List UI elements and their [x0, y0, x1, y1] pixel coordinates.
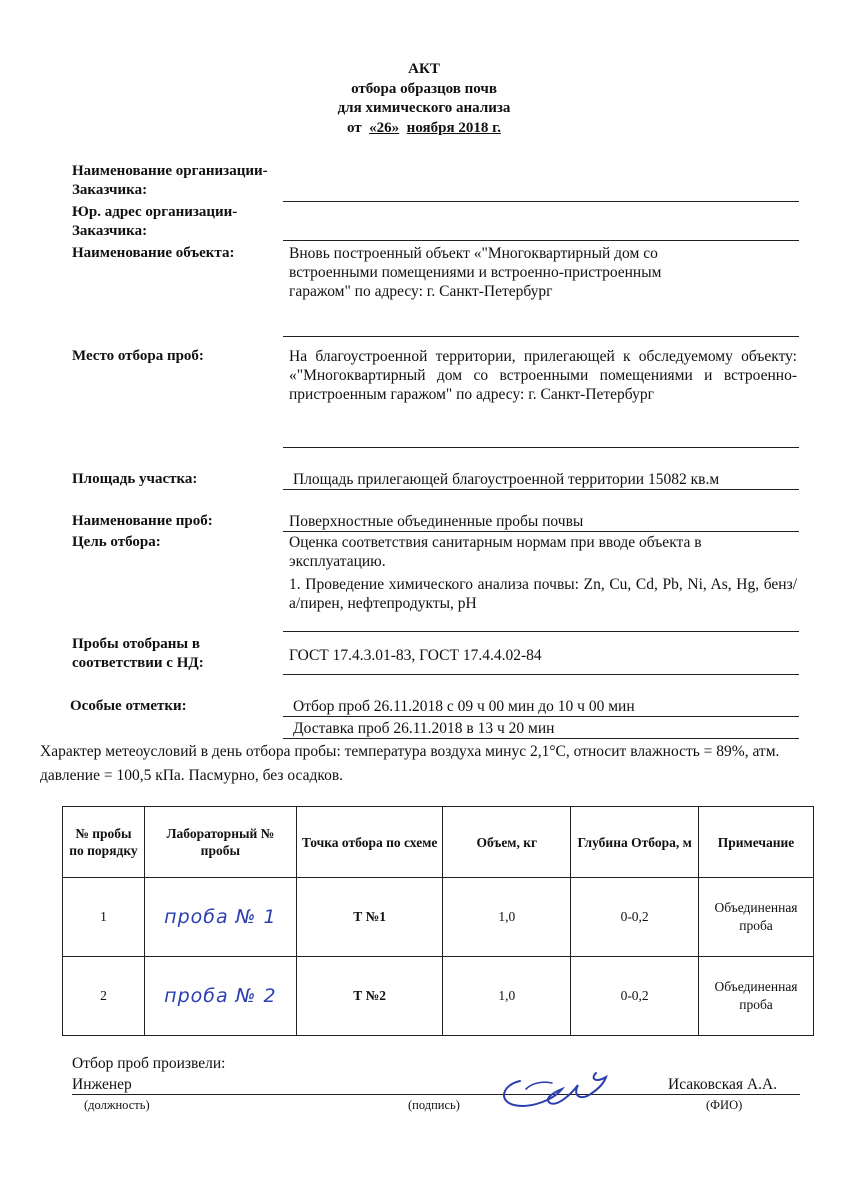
notes-label: Особые отметки:	[70, 698, 187, 714]
doc-date	[0, 119, 848, 137]
notes-line-2	[283, 738, 799, 739]
notes-line-1	[283, 716, 799, 717]
doc-subtitle-2: для химического анализа	[337, 100, 511, 116]
customer-address-line	[283, 240, 799, 241]
sample-note: Объединенная проба	[699, 957, 814, 1036]
sample-name-label: Наименование проб:	[72, 513, 213, 529]
sample-depth: 0-0,2	[571, 957, 699, 1036]
sampling-place-line	[283, 447, 799, 448]
doc-title: АКТ	[408, 61, 440, 77]
samples-table	[62, 806, 814, 1036]
caption-position: (должность)	[84, 1098, 150, 1112]
date-rest: ноября 2018 г.	[406, 120, 501, 136]
weather-text: Характер метеоусловий в день отбора пробы: температура воздуха минус 2,1°С, относит влажность = 89%, атм. давление = 100,5 кПа. Пасмурно, без осадков.	[40, 743, 780, 784]
sample-depth: 0-0,2	[571, 878, 699, 957]
norm-value: ГОСТ 17.4.3.01-83, ГОСТ 17.4.4.02-84	[289, 647, 542, 664]
purpose-value-2: 1. Проведение химического анализа почвы: Zn, Cu, Cd, Pb, Ni, As, Hg, бенз/а/пирен, нефтепродукты, pH	[289, 576, 797, 612]
notes-value-2: Доставка проб 26.11.2018 в 13 ч 20 мин	[293, 720, 555, 737]
date-prefix: от	[347, 120, 362, 136]
purpose-label: Цель отбора:	[72, 534, 161, 550]
header-cell: Лабораторный № пробы	[144, 807, 296, 878]
sample-number: 2	[63, 957, 145, 1036]
area-label: Площадь участка:	[72, 471, 198, 487]
lab-sample-number: проба № 2	[144, 957, 296, 1036]
header-cell: № пробы по порядку	[63, 807, 145, 878]
caption-signature: (подпись)	[408, 1098, 460, 1112]
table-row	[63, 878, 814, 957]
purpose-line	[283, 631, 799, 632]
object-name-line	[283, 336, 799, 337]
area-value: Площадь прилегающей благоустроенной территории 15082 кв.м	[293, 471, 720, 488]
norm-line	[283, 674, 799, 675]
sample-volume: 1,0	[443, 878, 571, 957]
area-line	[283, 489, 799, 490]
notes-value-1: Отбор проб 26.11.2018 с 09 ч 00 мин до 10 ч 00 мин	[293, 698, 635, 715]
purpose-value-1: Оценка соответствия санитарным нормам при вводе объекта в эксплуатацию.	[289, 534, 702, 570]
customer-org-label: Наименование организации-Заказчика:	[72, 163, 268, 198]
sampling-point: Т №2	[296, 957, 443, 1036]
signatures-title: Отбор проб произвели:	[72, 1055, 226, 1072]
caption-name: (ФИО)	[706, 1098, 743, 1112]
header-cell: Глубина Отбора, м	[571, 807, 699, 878]
sample-name-line	[283, 531, 799, 532]
table-row	[63, 957, 814, 1036]
customer-org-line	[283, 201, 799, 202]
doc-subtitle-1: отбора образцов почв	[351, 81, 497, 97]
handwritten-signature-icon	[492, 1063, 612, 1113]
signer-position: Инженер	[72, 1076, 132, 1093]
sample-name-value: Поверхностные объединенные пробы почвы	[289, 513, 584, 530]
sampling-place-value: На благоустроенной территории, прилегающей к обследуемому объекту: «"Многоквартирный дом со встроенными помещениями и встроенно-пристроенным гаражом" по адресу: г. Санкт-Петербург	[289, 348, 797, 403]
table-header-row	[63, 807, 814, 878]
object-name-label: Наименование объекта:	[72, 245, 235, 261]
norm-label: Пробы отобраны в соответствии с НД:	[72, 636, 204, 671]
sample-number: 1	[63, 878, 145, 957]
header-cell: Точка отбора по схеме	[296, 807, 443, 878]
header-cell: Примечание	[699, 807, 814, 878]
signer-name: Исаковская А.А.	[668, 1076, 778, 1093]
lab-sample-number: проба № 1	[144, 878, 296, 957]
object-name-value: Вновь построенный объект «"Многоквартирный дом со встроенными помещениями и встроенно-пристроенным гаражом" по адресу: г. Санкт-Петербург	[289, 245, 662, 300]
customer-address-label: Юр. адрес организации-Заказчика:	[72, 204, 238, 239]
sampling-place-label: Место отбора проб:	[72, 348, 204, 364]
date-day: «26»	[369, 120, 400, 136]
header-cell: Объем, кг	[443, 807, 571, 878]
signature-line	[72, 1094, 800, 1095]
sample-note: Объединенная проба	[699, 878, 814, 957]
sample-volume: 1,0	[443, 957, 571, 1036]
sampling-point: Т №1	[296, 878, 443, 957]
